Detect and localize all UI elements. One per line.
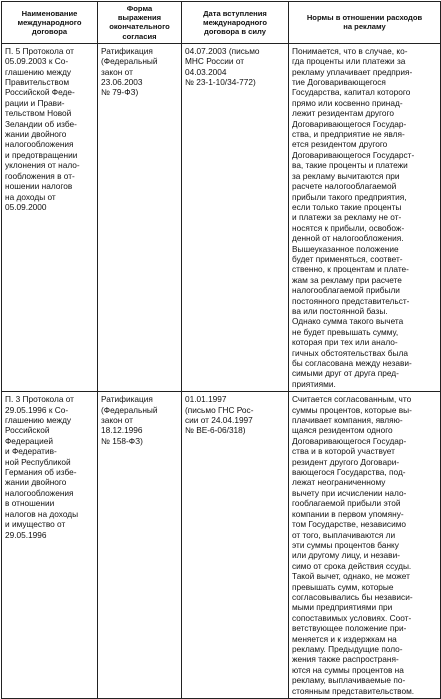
cell-effective: 04.07.2003 (письмо МНС России от 04.03.2004 № 23-1-10/34-772) bbox=[182, 43, 289, 391]
header-treaty-name: Наименование международного договора bbox=[2, 2, 98, 44]
cell-norms: Понимается, что в случае, ко- гда проценты или платежи за рекламу уплачивает предприя- тие Договаривающегося Государства, капитал которого прямо или косвенно принад- лежит резидентам другого Договаривающегося Государ- ства, и предприятие не явля- ется резидентом другого Договаривающегося Государст- ва, такие проценты и платежи за рекламу вычитаются при расчете налогооблагаемой прибыли такого предприятия, если только такие проценты и платежи за рекламу не от- носятся к прибыли, освобож- денной от налогообложения. Вышеуказанное положение будет применяться, соответ- ственно, к процентам и плате- жам за рекламу при расчете налогооблагаемой прибыли постоянного представительст- ва или постоянной базы. Однако сумма такого вычета не будет превышать сумму, которая при тех или анало- гичных обстоятельствах была бы согласована между незави- симыми друг от друга пред- приятиями. bbox=[289, 43, 441, 391]
header-effective-date: Дата вступления международного договора в силу bbox=[182, 2, 289, 44]
treaty-table bbox=[1, 1, 441, 699]
cell-treaty: П. 5 Протокола от 05.09.2003 к Со- глашению между Правительством Российской Феде- рации и Прави- тельством Новой Зеландии об избе- жании двойного налогообложения и предотвращении уклонения от нало- гообложения в от- ношении налогов на доходы от 05.09.2000 bbox=[2, 43, 98, 391]
header-advertising-norms: Нормы в отношении расходов на рекламу bbox=[289, 2, 441, 44]
cell-consent: Ратификация (Федеральный закон от 23.06.2003 № 79-ФЗ) bbox=[98, 43, 182, 391]
cell-consent: Ратификация (Федеральный закон от 18.12.1996 № 158-ФЗ) bbox=[98, 392, 182, 699]
table-header-row bbox=[2, 2, 441, 44]
cell-effective: 01.01.1997 (письмо ГНС Рос- сии от 24.04.1997 № ВЕ-6-06/318) bbox=[182, 392, 289, 699]
header-consent-form: Форма выражения окончательного согласия bbox=[98, 2, 182, 44]
cell-norms: Считается согласованным, что суммы процентов, которые вы- плачивает компания, являю- щаяся резидентом одного Договаривающегося Государ- ства и в которой участвует резидент другого Договари- вающегося Государства, под- лежат неограниченному вычету при исчислении нало- гооблагаемой прибыли этой компании в первом упомяну- том Государстве, независимо от того, выплачиваются ли эти суммы процентов банку или другому лицу, и незави- симо от срока действия ссуды. Такой вычет, однако, не может превышать сумм, которые согласовывались бы независи- мыми предприятиями при сопоставимых условиях. Соот- ветствующее положение при- меняется и к издержкам на рекламу. Предыдущие поло- жения также распространя- ются на суммы процентов на рекламу, выплачиваемые по- стоянным представительством. bbox=[289, 392, 441, 699]
table-row bbox=[2, 43, 441, 391]
table-row bbox=[2, 392, 441, 699]
cell-treaty: П. 3 Протокола от 29.05.1996 к Со- глашению между Российской Федерацией и Федератив- ной Республикой Германия об избе- жании двойного налогообложения в отношении налогов на доходы и имущество от 29.05.1996 bbox=[2, 392, 98, 699]
